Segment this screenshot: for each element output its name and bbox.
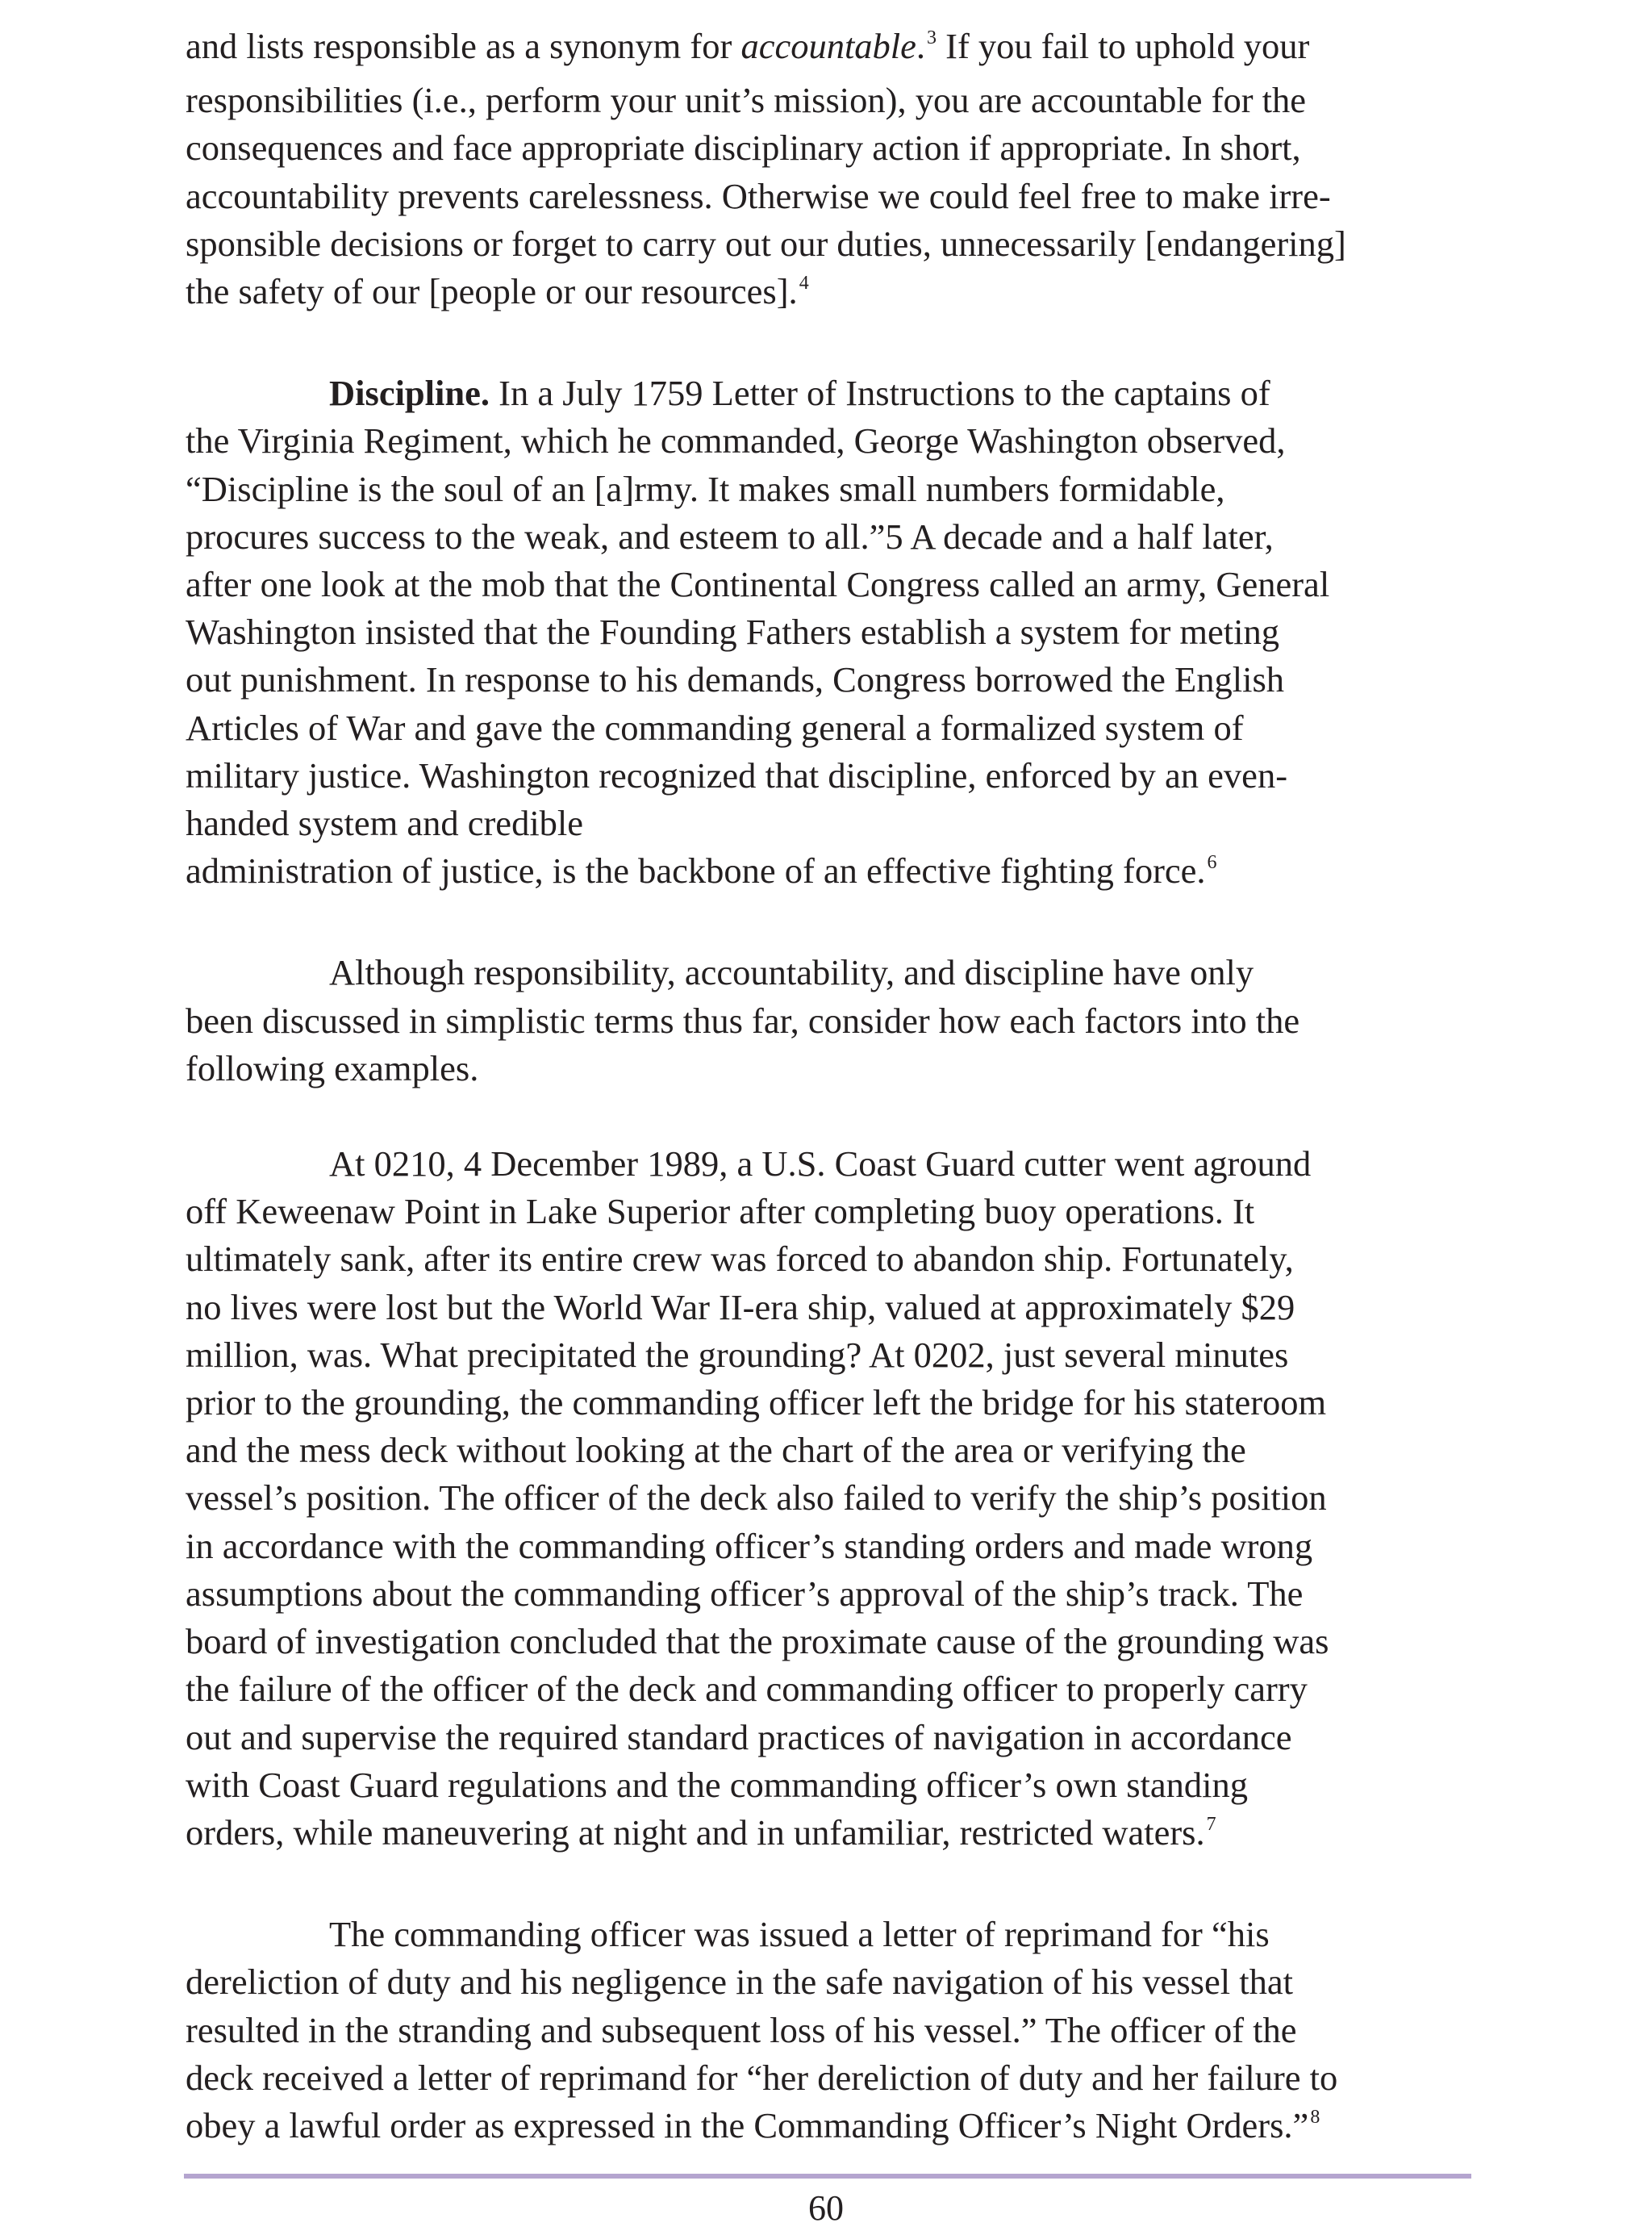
text-line: out and supervise the required standard practices of navigation in accordance (186, 1716, 1292, 1757)
paragraph-reprimand (186, 1911, 1476, 2156)
text-line: off Keweenaw Point in Lake Superior after completing buoy operations. It (186, 1191, 1255, 1232)
text-line: with Coast Guard regulations and the commanding officer’s own standing (186, 1764, 1249, 1805)
footnote-ref: 7 (1206, 1813, 1216, 1835)
text-line: obey a lawful order as expressed in the Commanding Officer’s Night Orders.”$^8$ (186, 2104, 1320, 2145)
text-line: the safety of our [people or our resources].$^4$ (186, 271, 809, 312)
text-line: “Discipline is the soul of an [a]rmy. It makes small numbers formidable, (186, 468, 1225, 509)
text-line: The commanding officer was issued a letter of reprimand for “his (329, 1914, 1270, 1955)
text-line: assumptions about the commanding officer’s approval of the ship’s track. The (186, 1573, 1304, 1614)
footnote-ref: 4 (799, 273, 809, 295)
footnote-ref: 6 (1207, 852, 1217, 874)
text-line: procures success to the weak, and esteem to all.”5 A decade and a half later, (186, 516, 1274, 557)
text-line: the Virginia Regiment, which he commanded, George Washington observed, (186, 420, 1286, 462)
paragraph-discipline (186, 370, 1476, 901)
text-line: dereliction of duty and his negligence in the safe navigation of his vessel that (186, 1962, 1293, 2003)
footnote-ref: 8 (1310, 2106, 1320, 2128)
text-line: resulted in the stranding and subsequent loss of his vessel.” The officer of the (186, 2009, 1297, 2050)
text-line: Washington insisted that the Founding Fathers establish a system for meting (186, 612, 1279, 653)
text-line: and lists responsible as a synonym for accountable.$^3$ If you fail to uphold your (186, 26, 1310, 66)
text-line: million, was. What precipitated the grounding? At 0202, just several minutes (186, 1334, 1289, 1375)
text-line: deck received a letter of reprimand for “her dereliction of duty and her failure to (186, 2057, 1338, 2098)
text-line: sponsible decisions or forget to carry out our duties, unnecessarily [endangering] (186, 223, 1346, 264)
text-line: and the mess deck without looking at the chart of the area or verifying the (186, 1430, 1246, 1471)
footer-rule (184, 2174, 1471, 2179)
text-line: Although responsibility, accountability, and discipline have only (329, 952, 1254, 993)
text-line: responsibilities (i.e., perform your unit’s mission), you are accountable for the (186, 80, 1307, 121)
footnote-ref: 3 (927, 27, 937, 48)
page-number: 60 (808, 2188, 844, 2228)
text-line: vessel’s position. The officer of the deck also failed to verify the ship’s position (186, 1477, 1327, 1519)
text-line: Articles of War and gave the commanding general a formalized system of (186, 707, 1244, 748)
text-line: been discussed in simplistic terms thus far, consider how each factors into the (186, 1000, 1300, 1041)
text-line: in accordance with the commanding officer’s standing orders and made wrong (186, 1525, 1313, 1566)
text-line: after one look at the mob that the Continental Congress called an army, General (186, 564, 1330, 605)
paragraph-transition (186, 949, 1476, 1093)
text-line: At 0210, 4 December 1989, a U.S. Coast Guard cutter went aground (329, 1143, 1312, 1184)
text-line: accountability prevents carelessness. Otherwise we could feel free to make irre- (186, 175, 1331, 216)
paragraph-accountability (186, 23, 1476, 322)
text-line: no lives were lost but the World War II-era ship, valued at approximately $29 (186, 1286, 1295, 1327)
document-body (186, 23, 1476, 2204)
italic-term: accountable (740, 26, 916, 66)
text-line: Discipline. In a July 1759 Letter of Instructions to the captains of (329, 373, 1270, 414)
text-line: consequences and face appropriate disciplinary action if appropriate. In short, (186, 127, 1301, 169)
paragraph-grounding-incident (186, 1140, 1476, 1863)
text-line: administration of justice, is the backbone of an effective fighting force.$^6$ (186, 850, 1217, 892)
text-line: board of investigation concluded that the proximate cause of the grounding was (186, 1621, 1329, 1662)
text-line: out punishment. In response to his demands, Congress borrowed the English (186, 659, 1285, 700)
text-line: ultimately sank, after its entire crew was forced to abandon ship. Fortunately, (186, 1239, 1294, 1280)
run-in-heading: Discipline. (329, 373, 490, 414)
text-line: following examples. (186, 1047, 479, 1088)
text-line: handed system and credible (186, 803, 584, 844)
text-line: military justice. Washington recognized that discipline, enforced by an even- (186, 754, 1288, 796)
text-line: the failure of the officer of the deck and commanding officer to properly carry (186, 1669, 1308, 1710)
text-line: orders, while maneuvering at night and in unfamiliar, restricted waters.$^7$ (186, 1811, 1216, 1853)
text-line: prior to the grounding, the commanding officer left the bridge for his stateroom (186, 1382, 1327, 1423)
